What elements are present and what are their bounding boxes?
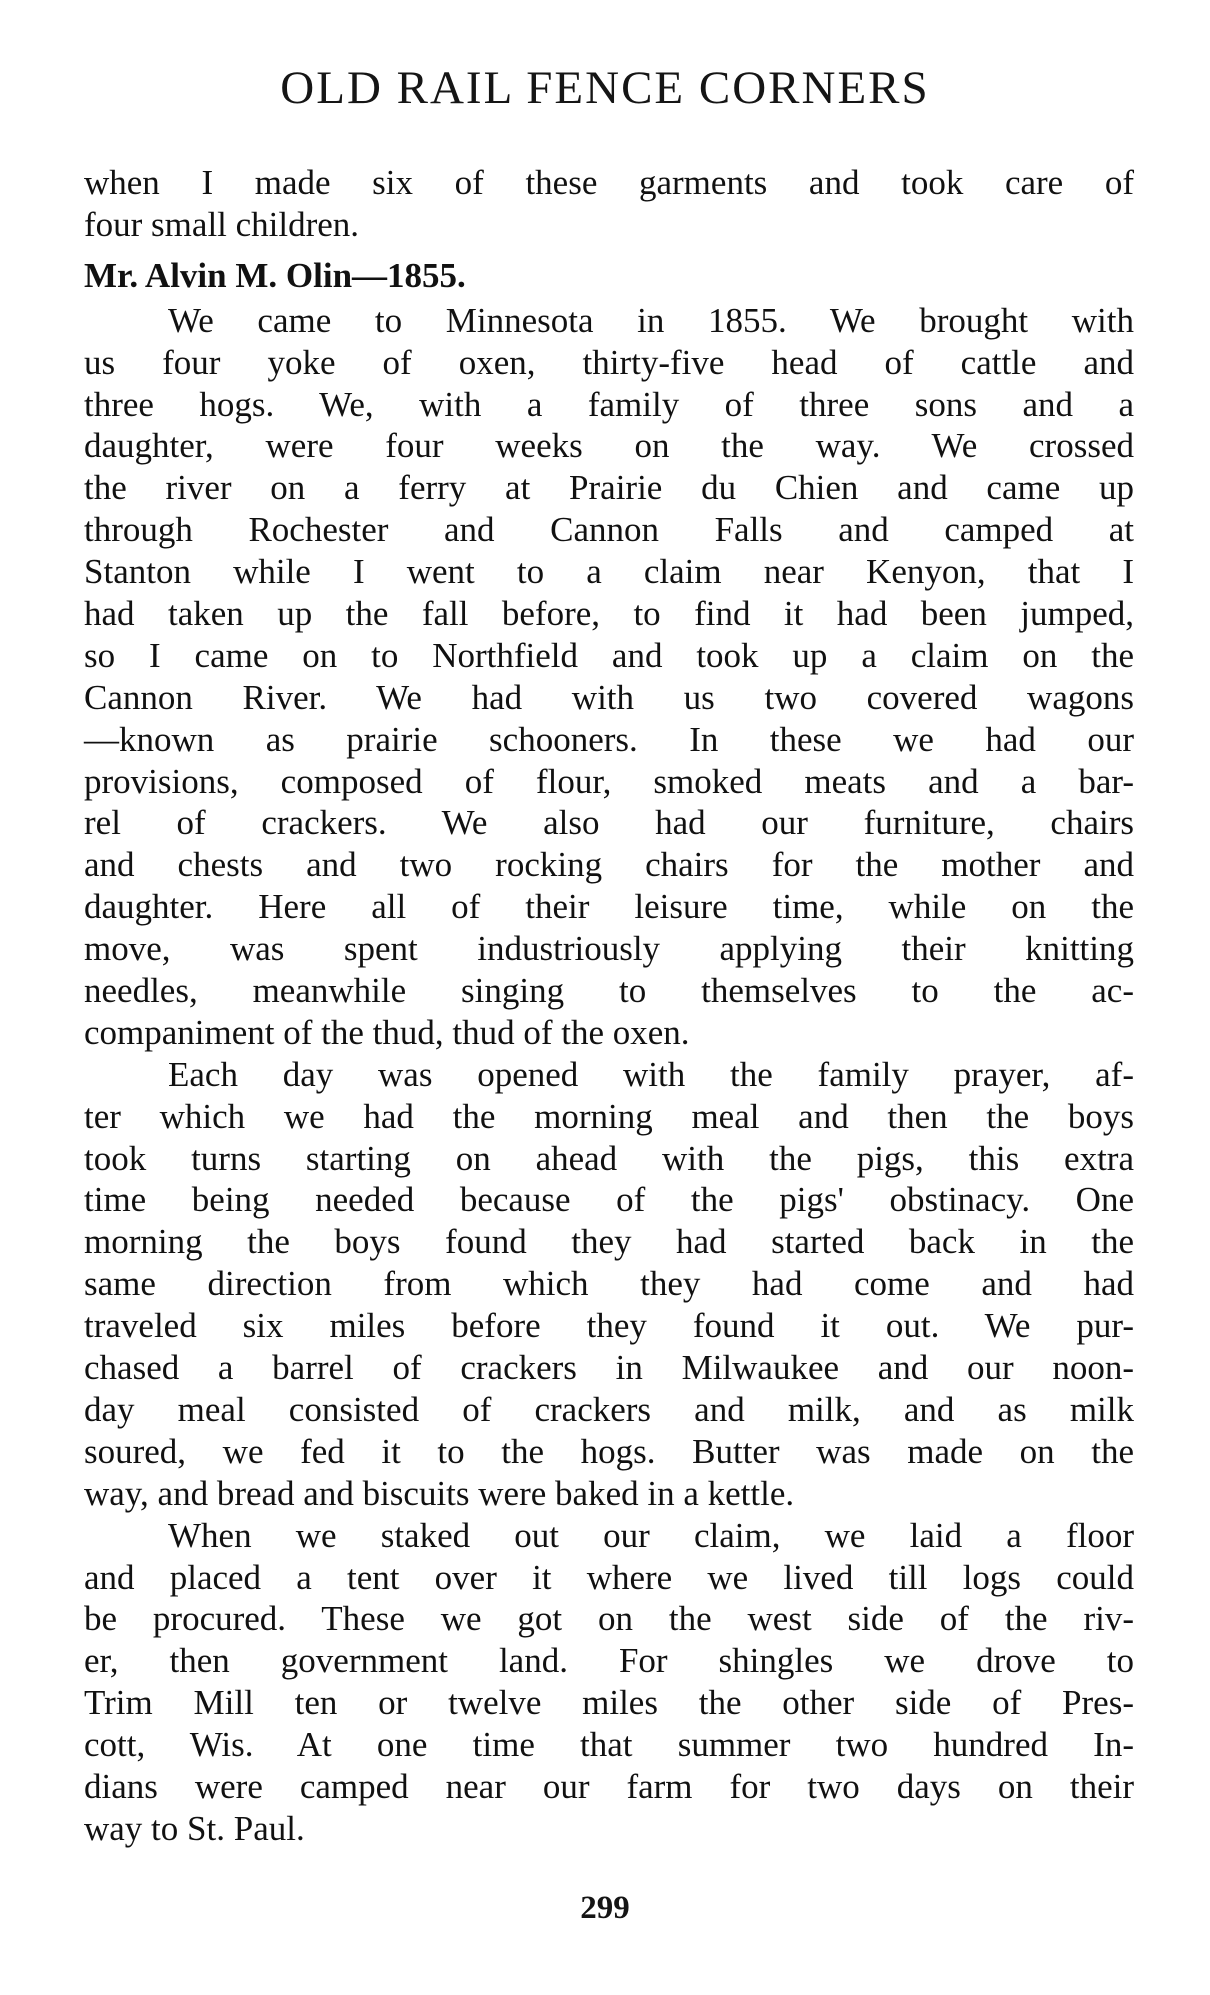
text-line: and chests and two rocking chairs for the mother and [84,845,1134,885]
text-line: when I made six of these garments and took care of [84,163,1134,202]
text-line: morning the boys found they had started back in the [84,1222,1134,1262]
text-line: We came to Minnesota in 1855. We brought with [168,300,1134,340]
text-line: move, was spent industriously applying their knitting [84,929,1134,969]
running-head: OLD RAIL FENCE CORNERS [280,62,930,114]
text-line: provisions, composed of flour, smoked meats and a bar- [84,761,1134,801]
text-line: Trim Mill ten or twelve miles the other side of Pres- [84,1683,1134,1723]
text-line: way, and bread and biscuits were baked in a kettle. [84,1473,795,1513]
page-number: 299 [580,1890,630,1926]
text-line: took turns starting on ahead with the pigs, this extra [84,1138,1134,1178]
text-line: four small children. [84,204,360,244]
paragraph [84,1054,1134,1515]
text-line: ter which we had the morning meal and then the boys [84,1096,1134,1136]
paragraph [84,1515,1134,1850]
text-line: traveled six miles before they found it out. We pur- [84,1306,1134,1346]
text-line: cott, Wis. At one time that summer two hundred In- [84,1725,1134,1765]
text-line: daughter. Here all of their leisure time, while on the [84,887,1134,927]
section-heading: Mr. Alvin M. Olin—1855. [84,255,466,295]
text-line: rel of crackers. We also had our furniture, chairs [84,803,1134,843]
text-line: soured, we fed it to the hogs. Butter was made on the [84,1431,1134,1471]
text-line: three hogs. We, with a family of three sons and a [84,384,1134,424]
text-line: be procured. These we got on the west side of the riv- [84,1599,1134,1639]
paragraph [84,300,1134,1054]
text-line: dians were camped near our farm for two days on their [84,1766,1134,1806]
text-line: same direction from which they had come and had [84,1264,1134,1304]
text-line: companiment of the thud, thud of the oxen. [84,1012,690,1052]
text-line: daughter, were four weeks on the way. We crossed [84,426,1134,466]
text-line: —known as prairie schooners. In these we had our [84,719,1134,759]
text-line: day meal consisted of crackers and milk, and as milk [84,1389,1134,1429]
text-line: us four yoke of oxen, thirty-five head of cattle and [84,342,1134,382]
text-line: way to St. Paul. [84,1808,305,1848]
text-line: had taken up the fall before, to find it had been jumped, [84,594,1134,634]
text-line: chased a barrel of crackers in Milwaukee and our noon- [84,1348,1134,1388]
text-line: needles, meanwhile singing to themselves to the ac- [84,971,1134,1011]
body-text [84,162,1134,1850]
text-line: and placed a tent over it where we lived till logs could [84,1557,1134,1597]
text-line: er, then government land. For shingles we drove to [84,1641,1134,1681]
text-line: When we staked out our claim, we laid a floor [168,1515,1134,1555]
intro-passage [84,162,1134,246]
text-line: so I came on to Northfield and took up a claim on the [84,635,1134,675]
text-line: time being needed because of the pigs' obstinacy. One [84,1180,1134,1220]
text-line: the river on a ferry at Prairie du Chien and came up [84,468,1134,508]
text-line: Stanton while I went to a claim near Kenyon, that I [84,552,1134,592]
paragraphs [84,300,1134,1850]
text-line: Cannon River. We had with us two covered wagons [84,677,1134,717]
text-line: Each day was opened with the family prayer, af- [168,1054,1134,1094]
text-line: through Rochester and Cannon Falls and camped at [84,510,1134,550]
